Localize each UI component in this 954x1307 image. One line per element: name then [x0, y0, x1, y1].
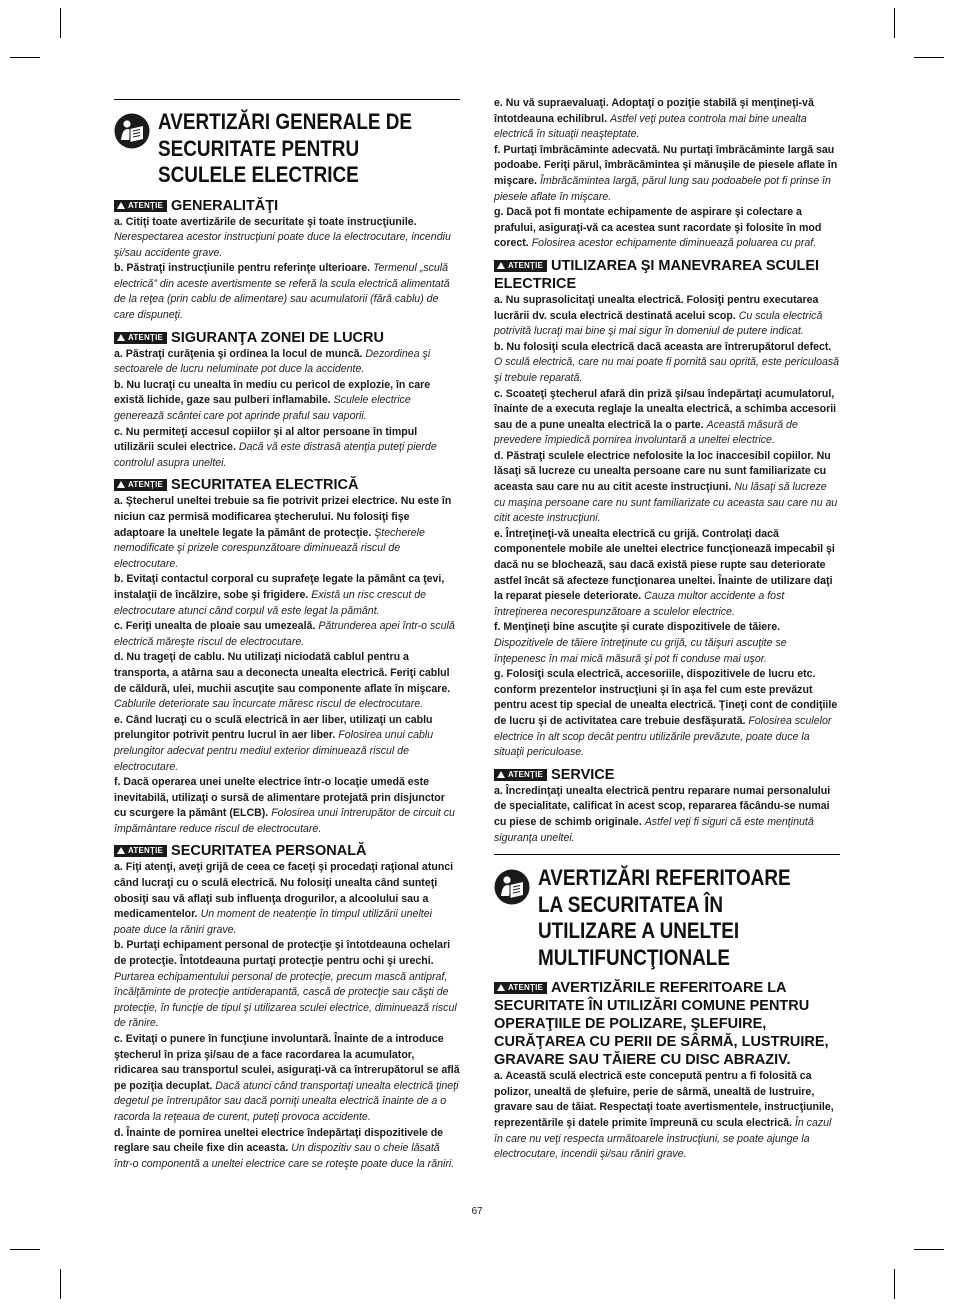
paragraph-bold: d. Păstraţi sculele electrice nefolosite la loc inaccesibil copiilor. Nu lăsaţi să lucreze cu unealta persoane care nu sunt familiarizate cu aceasta sau care nu au citit aceste instrucţiuni.: [494, 449, 831, 494]
section: [114, 476, 460, 837]
section: [494, 257, 840, 761]
warning-triangle-icon: [117, 481, 125, 488]
paragraph: [494, 340, 840, 387]
paragraph: [494, 667, 840, 761]
section: [494, 979, 840, 1163]
paragraph-bold: f. Menţineţi bine ascuţite şi curate dispozitivele de tăiere.: [494, 621, 781, 634]
paragraph-bold: a. Ştecherul uneltei trebuie sa fie potrivit prizei electrice. Nu este în niciun caz permisă modificarea ştecherului. Nu folosiţi fişe adaptoare la uneltele legate la pământ de protecţie.: [114, 495, 452, 539]
paragraph: [114, 619, 460, 650]
paragraph: [114, 713, 460, 775]
paragraph-italic: Dispozitivele de tăiere întreţinute cu grijă, cu tăişuri ascuţite se înţepenesc în mai mică măsură şi pot fi conduse mai uşor.: [494, 637, 787, 665]
paragraph-bold: f. Purtaţi îmbrăcăminte adecvată. Nu purtaţi îmbrăcăminte largă sau podoabe. Feriţi părul, îmbrăcămintea şi mănuşile de piesele aflate în mişcare.: [494, 143, 838, 187]
paragraph: [494, 1069, 840, 1163]
paragraph-bold: b. Purtaţi echipament personal de protecţie şi întotdeauna ochelari de protecţie. Întotdeauna purtaţi protecţie pentru ochi şi urechi.: [114, 939, 451, 968]
paragraph: [494, 449, 840, 527]
section-rule: [494, 854, 840, 855]
paragraph-bold: e. Întreţineţi-vă unealta electrică cu grijă. Controlaţi dacă componentele mobile ale uneltei electrice funcţionează impecabil şi dacă nu se blochează, sau dacă există piese rupte sau deteriorate astfel încât să afecteze funcţionarea uneltei. Înainte de utilizare daţi la reparat piesele deteriorate.: [494, 527, 835, 603]
section-title-text: GENERALITĂŢI: [171, 197, 279, 214]
warning-badge: [114, 200, 167, 212]
warning-triangle-icon: [117, 334, 125, 341]
paragraph-italic: Cu scula electrică potrivită lucraţi mai bine şi mai sigur în domeniul de putere indicat.: [494, 309, 823, 338]
paragraph: [494, 143, 840, 205]
paragraph: [114, 347, 460, 378]
paragraph-italic: Un dispozitiv sau o cheie lăsată într-o componentă a uneltei electrice care se roteşte poate duce la răniri.: [114, 1142, 455, 1170]
paragraph-bold: a. Fiţi atenţi, aveţi grijă de ceea ce faceţi şi procedaţi raţional atunci când lucraţi cu o sculă electrică. Nu folosiţi unealta când sunteţi obosiţi sau vă aflaţi sub influenţa drogurilor, a alcoolului sau a medicamentelor.: [114, 861, 454, 921]
paragraph-bold: c. Evitaţi o punere în funcţiune involuntară. Înainte de a introduce ştecherul în priza şi/sau de a face racordarea la acumulator, ridicarea sau transportul sculei, asiguraţi-vă ca întrerupătorul se află pe poziţia decuplat.: [114, 1033, 460, 1092]
paragraph-bold: b. Nu lucraţi cu unealta în mediu cu pericol de explozie, în care există lichide, gaze sau pulberi inflamabile.: [114, 378, 431, 407]
left-column: [114, 99, 460, 1172]
paragraph-italic: Termenul „sculă electrică” din aceste avertismente se referă la scula electrică alimentată de la reţea (prin cablu de alimentare) sau acumulatorii (fără cablu) de care dispuneţi.: [114, 262, 450, 322]
paragraph-bold: a. Nu suprasolicitaţi unealta electrică. Folosiţi pentru executarea lucrării dv. scula electrică destinată acelui scop.: [494, 293, 819, 322]
section-title: [114, 476, 460, 494]
multitool-section: [494, 979, 840, 1163]
section-title-text: SECURITATEA ELECTRICĂ: [171, 477, 359, 494]
paragraph-italic: Îmbrăcămintea largă, părul lung sau podoabele pot fi prinse în piesele aflate în mişcare.: [494, 174, 831, 203]
crop-mark: [914, 57, 944, 58]
manual-reader-icon: [114, 113, 150, 149]
warning-triangle-icon: [117, 847, 125, 854]
paragraph: [494, 527, 840, 621]
paragraph-bold: e. Nu vă supraevaluaţi. Adoptaţi o poziţie stabilă şi menţineţi-vă întotdeauna echilibrul.: [494, 97, 814, 125]
crop-mark: [10, 1249, 40, 1250]
paragraph-italic: Cauza multor accidente a fost întreţinerea necorespunzătoare a sculelor electrice.: [494, 590, 785, 618]
section: [114, 197, 460, 324]
paragraph-bold: c. Feriţi unealta de ploaie sau umezeală.: [114, 620, 316, 633]
paragraph-bold: d. Înainte de pornirea uneltei electrice îndepărtaţi dispozitivele de reglare sau cheile fixe din aceasta.: [114, 1126, 444, 1155]
paragraph: [114, 378, 460, 425]
paragraph-italic: Ştecherele nemodificate şi prizele corespunzătoare diminuează riscul de electrocutare.: [114, 526, 425, 570]
paragraph: [114, 1126, 460, 1173]
paragraph: [494, 620, 840, 667]
paragraph: [494, 784, 840, 846]
warning-triangle-icon: [497, 984, 505, 991]
paragraph-italic: Există un risc crescut de electrocutare atunci când corpul vă este legat la pământ.: [114, 588, 427, 617]
warning-badge: [494, 982, 547, 994]
paragraph-italic: Pătrunderea apei într-o sculă electrică măreşte riscul de electrocutare.: [114, 620, 455, 648]
section-title: [114, 329, 460, 347]
paragraph: [494, 387, 840, 449]
paragraph: [114, 1032, 460, 1126]
warning-triangle-icon: [497, 771, 505, 778]
paragraph-italic: Astfel veţi fi siguri că este menţinută siguranţa uneltei.: [494, 815, 814, 844]
paragraph: [114, 572, 460, 619]
second-heading: [494, 865, 840, 971]
section-title: [494, 979, 840, 1069]
paragraph-italic: Sculele electrice generează scântei care pot aprinde praful sau vaporii.: [114, 394, 411, 423]
paragraph-italic: Dezordinea şi sectoarele de lucru neluminate pot duce la accidente.: [114, 347, 431, 376]
section-title: [114, 197, 460, 215]
paragraph-italic: O sculă electrică, care nu mai poate fi pornită sau oprită, este periculoasă şi trebuie reparată.: [494, 356, 840, 384]
heading-title: AVERTIZĂRI GENERALE DE SECURITATE PENTRU SCULELE ELECTRICE: [158, 109, 413, 187]
warning-badge: [114, 845, 167, 857]
section: [114, 329, 460, 472]
section-title-text: SERVICE: [551, 766, 615, 783]
top-rule: [114, 99, 460, 100]
crop-mark: [894, 1269, 895, 1299]
section: [494, 766, 840, 846]
warning-badge-label: ATENŢIE: [128, 846, 164, 856]
paragraph-italic: Nerespectarea acestor instrucţiuni poate duce la electrocutare, incendiu şi/sau accidente grave.: [114, 231, 451, 259]
paragraph-bold: a. Încredinţaţi unealta electrică pentru reparare numai personalului de specialitate, calificat în acest scop, repararea făcându-se numai cu piese de schimb originale.: [494, 784, 831, 828]
paragraph: [494, 293, 840, 340]
section: [114, 842, 460, 1172]
paragraph-bold: e. Când lucraţi cu o sculă electrică în aer liber, utilizaţi un cablu prelungitor potrivit pentru lucrul în aer liber.: [114, 713, 433, 742]
section-title-text: SECURITATEA PERSONALĂ: [171, 843, 367, 860]
warning-badge-label: ATENŢIE: [128, 332, 164, 342]
crop-mark: [10, 57, 40, 58]
crop-mark: [60, 1269, 61, 1299]
paragraph-italic: Folosirea unui cablu prelungitor adecvat pentru mediul exterior diminuează riscul de electrocutare.: [114, 729, 434, 773]
paragraph-bold: g. Dacă pot fi montate echipamente de aspirare şi colectare a prafului, asiguraţi-vă ca acestea sunt racordate şi folosite în mod corect.: [494, 206, 822, 250]
paragraph-italic: În cazul în care nu veţi respecta următoarele instrucţiuni, se poate ajunge la electrocutare, incendii şi/sau răniri grave.: [494, 1116, 832, 1161]
warning-badge-label: ATENŢIE: [508, 983, 544, 993]
paragraph-bold: b. Evitaţi contactul corporal cu suprafeţe legate la pământ ca ţevi, instalaţii de încălzire, sobe şi frigidere.: [114, 573, 445, 601]
manual-reader-icon: [494, 869, 530, 905]
left-sections: [114, 197, 460, 1173]
warning-badge-label: ATENŢIE: [128, 200, 164, 210]
paragraph-italic: Astfel veţi putea controla mai bine unealta electrică în situaţii neaşteptate.: [494, 112, 807, 141]
crop-mark: [914, 1249, 944, 1250]
paragraph-bold: b. Nu folosiţi scula electrică dacă aceasta are întrerupătorul defect.: [494, 340, 832, 353]
crop-mark: [894, 8, 895, 38]
right-sections: [494, 257, 840, 846]
warning-badge-label: ATENŢIE: [508, 769, 544, 779]
paragraph: [114, 650, 460, 712]
paragraph: [494, 96, 840, 143]
section-title: [494, 257, 840, 293]
section-title-text: UTILIZAREA ŞI MANEVRAREA SCULEI ELECTRICE: [494, 257, 820, 292]
paragraph-italic: Nu lăsaţi să lucreze cu maşina persoane care nu sunt familiarizate cu aceasta sau care nu au citit aceste instrucţiuni.: [494, 481, 838, 525]
paragraph-italic: Cablurile deteriorate sau încurcate măresc riscul de electrocutare.: [114, 698, 424, 711]
paragraph: [114, 425, 460, 472]
heading-title: AVERTIZĂRI REFERITOARE LA SECURITATEA ÎN UTILIZARE A UNELTEI MULTIFUNCŢIONALE: [538, 865, 791, 970]
paragraph-italic: Un moment de neatenţie în timpul utilizării uneltei poate duce la răniri grave.: [114, 908, 432, 936]
section-title: [494, 766, 840, 784]
warning-badge: [494, 260, 547, 272]
section-title-text: SIGURANŢA ZONEI DE LUCRU: [171, 329, 384, 346]
warning-badge-label: ATENŢIE: [508, 260, 544, 270]
warning-badge-label: ATENŢIE: [128, 480, 164, 490]
paragraph-italic: Folosirea acestor echipamente diminuează poluarea cu praf.: [531, 237, 817, 250]
warning-triangle-icon: [497, 262, 505, 269]
paragraph-bold: d. Nu trageţi de cablu. Nu utilizaţi niciodată cablul pentru a transporta, a atârna sau a deconecta unealta electrică. Feriţi cablul de căldură, ulei, muchii ascuţite sau componente aflate în mişcare.: [114, 651, 451, 695]
warning-badge: [114, 332, 167, 344]
paragraph: [114, 215, 460, 262]
paragraph: [114, 494, 460, 572]
paragraph-italic: Dacă atunci când transportaţi unealta electrică ţineţi degetul pe întrerupător sau dacă porniţi unealta electrică înainte de a o racorda la reţeaua de curent, puteţi provoca accidente.: [114, 1079, 459, 1123]
paragraph-bold: a. Citiţi toate avertizările de securitate şi toate instrucţiunile.: [114, 215, 417, 228]
section-title: [114, 842, 460, 860]
warning-badge: [494, 769, 547, 781]
paragraph: [114, 775, 460, 837]
paragraph-bold: a. Păstraţi curăţenia şi ordinea la locul de muncă.: [114, 347, 363, 360]
right-column: [494, 96, 840, 1163]
paragraph: [114, 860, 460, 938]
paragraph: [494, 205, 840, 252]
paragraph-bold: a. Această sculă electrică este concepută pentru a fi folosită ca polizor, unealtă de şlefuire, perie de sârmă, unealtă de lustruire, gravare sau de tăiat. Respectaţi toate avertismentele, instrucţiunile, reprezentările şi datele primite împreună cu scula electrică.: [494, 1070, 834, 1129]
paragraph-bold: b. Păstraţi instrucţiunile pentru referinţe ulterioare.: [114, 262, 371, 275]
paragraph-bold: c. Nu permiteţi accesul copiilor şi al altor persoane în timpul utilizării sculei electrice.: [114, 425, 418, 454]
paragraph-bold: f. Dacă operarea unei unelte electrice într-o locaţie umedă este inevitabilă, utilizaţi o sursă de alimentare protejată prin disjunctor cu scurgere la pământ (ELCB).: [114, 776, 445, 820]
paragraph-italic: Această măsură de prevedere împiedică pornirea involuntară a uneltei electrice.: [494, 418, 798, 447]
warning-triangle-icon: [117, 202, 125, 209]
paragraph: [114, 261, 460, 323]
page-number: 67: [471, 1206, 483, 1217]
right-top-paragraphs: [494, 96, 840, 252]
paragraph-italic: Purtarea echipamentului personal de protecţie, precum mască antipraf, încălţăminte de protecţie antiderapantă, cască de protecţie sau căşti de protecţie, în funcţie de tipul şi utilizarea sculei electrice, diminuează riscul de rănire.: [114, 970, 457, 1030]
warning-badge: [114, 479, 167, 491]
section-title-text: AVERTIZĂRILE REFERITOARE LA SECURITATE ÎN UTILIZĂRI COMUNE PENTRU OPERAŢIILE DE POLIZARE, ŞLEFUIRE, CURĂŢAREA CU PERII DE SÂRMĂ, LUSTRUIRE, GRAVARE SAU TĂIERE CU DISC ABRAZIV.: [494, 980, 829, 1069]
paragraph-bold: c. Scoateţi ştecherul afară din priză şi/sau îndepărtaţi acumulatorul, înainte de a executa reglaje la unealta electrică, a schimba accesorii sau de a pune unealta electrică la o parte.: [494, 387, 837, 431]
paragraph-italic: Dacă vă este distrasă atenţia puteţi pierde controlul asupra uneltei.: [114, 441, 437, 469]
paragraph: [114, 938, 460, 1032]
paragraph-italic: Folosirea unui întrerupător de circuit cu împământare reduce riscul de electrocutare.: [114, 807, 455, 835]
paragraph-bold: g. Folosiţi scula electrică, accesoriile, dispozitivele de lucru etc. conform prezentelor instrucţiuni şi în aşa fel cum este prevăzut pentru acest tip special de unealta electrică. Ţineţi cont de condiţiile de lucru şi de activitatea care trebuie desfăşurată.: [494, 668, 838, 727]
paragraph-italic: Folosirea sculelor electrice în alt scop decât pentru utilizările prevăzute, poate duce la situaţii periculoase.: [494, 714, 832, 759]
crop-mark: [60, 8, 61, 38]
main-heading: [114, 109, 460, 189]
